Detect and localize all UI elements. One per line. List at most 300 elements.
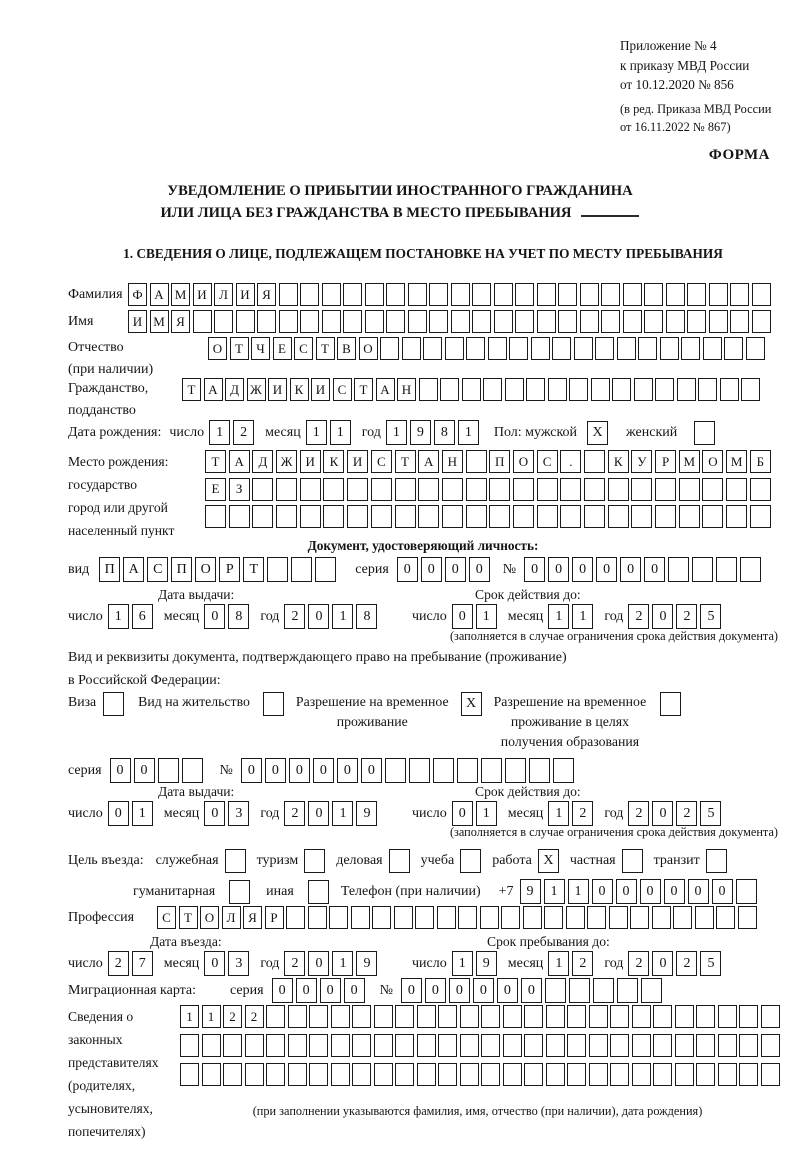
char-cell[interactable]: [595, 337, 614, 360]
char-cell[interactable]: С: [333, 378, 352, 401]
char-cell[interactable]: 0: [204, 604, 225, 629]
char-cell[interactable]: [429, 310, 448, 333]
char-cell[interactable]: 2: [628, 604, 649, 629]
char-cell[interactable]: [558, 310, 577, 333]
char-cell[interactable]: [481, 1005, 500, 1028]
char-cell[interactable]: [653, 1034, 672, 1057]
char-cell[interactable]: [440, 378, 459, 401]
char-cell[interactable]: 0: [337, 758, 358, 783]
char-cell[interactable]: [584, 450, 605, 473]
char-cell[interactable]: [675, 1063, 694, 1086]
char-cell[interactable]: [408, 283, 427, 306]
char-cell[interactable]: [589, 1063, 608, 1086]
char-cell[interactable]: [418, 478, 439, 501]
char-cell[interactable]: [593, 978, 614, 1003]
char-cell[interactable]: Т: [354, 378, 373, 401]
passport-issue-month-cells[interactable]: [204, 604, 252, 629]
char-cell[interactable]: О: [513, 450, 534, 473]
char-cell[interactable]: 0: [272, 978, 293, 1003]
char-cell[interactable]: 2: [233, 420, 254, 445]
char-cell[interactable]: И: [311, 378, 330, 401]
char-cell[interactable]: [660, 337, 679, 360]
char-cell[interactable]: 0: [397, 557, 418, 582]
char-cell[interactable]: [223, 1063, 242, 1086]
char-cell[interactable]: [631, 505, 652, 528]
char-cell[interactable]: 2: [628, 951, 649, 976]
char-cell[interactable]: 1: [332, 801, 353, 826]
char-cell[interactable]: [437, 906, 456, 929]
char-cell[interactable]: Ф: [128, 283, 147, 306]
char-cell[interactable]: [288, 1034, 307, 1057]
char-cell[interactable]: 0: [308, 604, 329, 629]
char-cell[interactable]: [623, 310, 642, 333]
char-cell[interactable]: [537, 310, 556, 333]
char-cell[interactable]: [481, 1063, 500, 1086]
char-cell[interactable]: [739, 1005, 758, 1028]
char-cell[interactable]: [329, 906, 348, 929]
char-cell[interactable]: И: [268, 378, 287, 401]
char-cell[interactable]: [466, 478, 487, 501]
char-cell[interactable]: [374, 1034, 393, 1057]
char-cell[interactable]: Т: [230, 337, 249, 360]
char-cell[interactable]: [257, 310, 276, 333]
entry-day-cells[interactable]: [108, 951, 156, 976]
char-cell[interactable]: [423, 337, 442, 360]
char-cell[interactable]: [580, 310, 599, 333]
char-cell[interactable]: [740, 557, 761, 582]
char-cell[interactable]: 1: [332, 951, 353, 976]
char-cell[interactable]: 0: [344, 978, 365, 1003]
char-cell[interactable]: [351, 906, 370, 929]
char-cell[interactable]: [567, 1005, 586, 1028]
char-cell[interactable]: 1: [548, 801, 569, 826]
char-cell[interactable]: [679, 478, 700, 501]
char-cell[interactable]: [653, 1063, 672, 1086]
char-cell[interactable]: [442, 478, 463, 501]
char-cell[interactable]: [608, 505, 629, 528]
char-cell[interactable]: [752, 283, 771, 306]
char-cell[interactable]: [472, 310, 491, 333]
purpose-other-checkbox[interactable]: [308, 880, 329, 904]
char-cell[interactable]: Ж: [247, 378, 266, 401]
char-cell[interactable]: [331, 1034, 350, 1057]
char-cell[interactable]: [503, 1034, 522, 1057]
patronymic-cells[interactable]: [208, 337, 767, 360]
char-cell[interactable]: [601, 310, 620, 333]
char-cell[interactable]: [524, 1034, 543, 1057]
char-cell[interactable]: [546, 1063, 565, 1086]
char-cell[interactable]: [489, 505, 510, 528]
char-cell[interactable]: [409, 758, 430, 783]
char-cell[interactable]: [417, 1034, 436, 1057]
char-cell[interactable]: [286, 906, 305, 929]
char-cell[interactable]: [276, 505, 297, 528]
char-cell[interactable]: Т: [205, 450, 226, 473]
char-cell[interactable]: 1: [306, 420, 327, 445]
char-cell[interactable]: [466, 337, 485, 360]
char-cell[interactable]: 0: [421, 557, 442, 582]
purpose-humanitarian-checkbox[interactable]: [229, 880, 250, 904]
birth-place-cells-row1[interactable]: [205, 450, 774, 473]
char-cell[interactable]: 0: [445, 557, 466, 582]
char-cell[interactable]: [503, 1063, 522, 1086]
char-cell[interactable]: З: [229, 478, 250, 501]
char-cell[interactable]: Я: [243, 906, 262, 929]
char-cell[interactable]: И: [300, 450, 321, 473]
char-cell[interactable]: [276, 478, 297, 501]
char-cell[interactable]: [695, 906, 714, 929]
char-cell[interactable]: [489, 478, 510, 501]
char-cell[interactable]: 0: [425, 978, 446, 1003]
char-cell[interactable]: [632, 1063, 651, 1086]
mc-series-cells[interactable]: [272, 978, 368, 1003]
char-cell[interactable]: 3: [228, 951, 249, 976]
char-cell[interactable]: [266, 1034, 285, 1057]
char-cell[interactable]: [288, 1005, 307, 1028]
char-cell[interactable]: [716, 557, 737, 582]
char-cell[interactable]: [632, 1005, 651, 1028]
char-cell[interactable]: 5: [700, 801, 721, 826]
char-cell[interactable]: [696, 1005, 715, 1028]
char-cell[interactable]: [738, 906, 757, 929]
char-cell[interactable]: 1: [386, 420, 407, 445]
char-cell[interactable]: 0: [524, 557, 545, 582]
char-cell[interactable]: [537, 283, 556, 306]
char-cell[interactable]: С: [537, 450, 558, 473]
char-cell[interactable]: [702, 505, 723, 528]
char-cell[interactable]: Р: [265, 906, 284, 929]
char-cell[interactable]: [537, 478, 558, 501]
char-cell[interactable]: [252, 478, 273, 501]
char-cell[interactable]: [632, 1034, 651, 1057]
char-cell[interactable]: [761, 1063, 780, 1086]
char-cell[interactable]: 0: [308, 951, 329, 976]
purpose-tourism-checkbox[interactable]: [304, 849, 325, 873]
char-cell[interactable]: Н: [397, 378, 416, 401]
char-cell[interactable]: И: [347, 450, 368, 473]
char-cell[interactable]: [631, 478, 652, 501]
char-cell[interactable]: [730, 310, 749, 333]
char-cell[interactable]: [322, 283, 341, 306]
char-cell[interactable]: [347, 478, 368, 501]
char-cell[interactable]: Р: [219, 557, 240, 582]
char-cell[interactable]: Е: [205, 478, 226, 501]
char-cell[interactable]: С: [371, 450, 392, 473]
char-cell[interactable]: [523, 906, 542, 929]
char-cell[interactable]: [761, 1034, 780, 1057]
char-cell[interactable]: И: [128, 310, 147, 333]
char-cell[interactable]: 0: [521, 978, 542, 1003]
char-cell[interactable]: [644, 283, 663, 306]
char-cell[interactable]: 0: [592, 879, 613, 904]
purpose-official-checkbox[interactable]: [225, 849, 246, 873]
char-cell[interactable]: [675, 1005, 694, 1028]
char-cell[interactable]: А: [229, 450, 250, 473]
char-cell[interactable]: Н: [442, 450, 463, 473]
char-cell[interactable]: [544, 906, 563, 929]
char-cell[interactable]: [442, 505, 463, 528]
char-cell[interactable]: Е: [273, 337, 292, 360]
char-cell[interactable]: 3: [228, 801, 249, 826]
stay-day-cells[interactable]: [452, 951, 500, 976]
char-cell[interactable]: [300, 478, 321, 501]
rvp-series-cells[interactable]: [110, 758, 206, 783]
char-cell[interactable]: 8: [434, 420, 455, 445]
sex-female-checkbox[interactable]: [694, 421, 715, 445]
rvp-valid-year-cells[interactable]: [628, 801, 724, 826]
char-cell[interactable]: [352, 1063, 371, 1086]
char-cell[interactable]: [266, 1063, 285, 1086]
char-cell[interactable]: [494, 283, 513, 306]
char-cell[interactable]: И: [236, 283, 255, 306]
char-cell[interactable]: [584, 505, 605, 528]
given-name-cells[interactable]: [128, 310, 773, 333]
char-cell[interactable]: [386, 310, 405, 333]
purpose-work-checkbox[interactable]: X: [538, 849, 559, 873]
char-cell[interactable]: С: [147, 557, 168, 582]
char-cell[interactable]: [569, 978, 590, 1003]
char-cell[interactable]: [726, 478, 747, 501]
char-cell[interactable]: 0: [664, 879, 685, 904]
char-cell[interactable]: [503, 1005, 522, 1028]
char-cell[interactable]: [580, 283, 599, 306]
char-cell[interactable]: М: [171, 283, 190, 306]
char-cell[interactable]: [739, 1034, 758, 1057]
char-cell[interactable]: [365, 283, 384, 306]
char-cell[interactable]: [371, 505, 392, 528]
char-cell[interactable]: 0: [289, 758, 310, 783]
char-cell[interactable]: Л: [222, 906, 241, 929]
char-cell[interactable]: [655, 478, 676, 501]
char-cell[interactable]: [451, 283, 470, 306]
char-cell[interactable]: К: [323, 450, 344, 473]
char-cell[interactable]: [505, 758, 526, 783]
char-cell[interactable]: [531, 337, 550, 360]
char-cell[interactable]: 0: [204, 801, 225, 826]
doc-number-cells[interactable]: [524, 557, 764, 582]
rvp-issue-day-cells[interactable]: [108, 801, 156, 826]
rvp-issue-year-cells[interactable]: [284, 801, 380, 826]
purpose-private-checkbox[interactable]: [622, 849, 643, 873]
char-cell[interactable]: [746, 337, 765, 360]
char-cell[interactable]: [677, 378, 696, 401]
char-cell[interactable]: 1: [548, 951, 569, 976]
char-cell[interactable]: 0: [644, 557, 665, 582]
study-permit-checkbox[interactable]: [660, 692, 681, 716]
char-cell[interactable]: [666, 310, 685, 333]
char-cell[interactable]: [761, 1005, 780, 1028]
char-cell[interactable]: [481, 758, 502, 783]
passport-valid-month-cells[interactable]: [548, 604, 596, 629]
char-cell[interactable]: [481, 1034, 500, 1057]
char-cell[interactable]: [331, 1005, 350, 1028]
char-cell[interactable]: [415, 906, 434, 929]
char-cell[interactable]: [623, 283, 642, 306]
char-cell[interactable]: [371, 478, 392, 501]
passport-issue-year-cells[interactable]: [284, 604, 380, 629]
rvp-issue-month-cells[interactable]: [204, 801, 252, 826]
char-cell[interactable]: [451, 310, 470, 333]
char-cell[interactable]: [718, 1034, 737, 1057]
rvp-valid-day-cells[interactable]: [452, 801, 500, 826]
char-cell[interactable]: А: [418, 450, 439, 473]
char-cell[interactable]: [180, 1063, 199, 1086]
char-cell[interactable]: 0: [616, 879, 637, 904]
char-cell[interactable]: [291, 557, 312, 582]
char-cell[interactable]: 1: [544, 879, 565, 904]
stay-year-cells[interactable]: [628, 951, 724, 976]
char-cell[interactable]: 1: [132, 801, 153, 826]
char-cell[interactable]: 1: [572, 604, 593, 629]
purpose-business-checkbox[interactable]: [389, 849, 410, 873]
purpose-study-checkbox[interactable]: [460, 849, 481, 873]
char-cell[interactable]: [709, 310, 728, 333]
char-cell[interactable]: 5: [700, 951, 721, 976]
char-cell[interactable]: [158, 758, 179, 783]
char-cell[interactable]: 2: [223, 1005, 242, 1028]
passport-valid-day-cells[interactable]: [452, 604, 500, 629]
char-cell[interactable]: [591, 378, 610, 401]
char-cell[interactable]: [720, 378, 739, 401]
char-cell[interactable]: Р: [655, 450, 676, 473]
char-cell[interactable]: [608, 478, 629, 501]
rvp-valid-month-cells[interactable]: [548, 801, 596, 826]
char-cell[interactable]: [372, 906, 391, 929]
char-cell[interactable]: 0: [548, 557, 569, 582]
char-cell[interactable]: [673, 906, 692, 929]
char-cell[interactable]: [505, 378, 524, 401]
char-cell[interactable]: 9: [520, 879, 541, 904]
char-cell[interactable]: [515, 310, 534, 333]
char-cell[interactable]: [480, 906, 499, 929]
char-cell[interactable]: [558, 283, 577, 306]
char-cell[interactable]: Т: [179, 906, 198, 929]
char-cell[interactable]: [566, 906, 585, 929]
char-cell[interactable]: 9: [476, 951, 497, 976]
char-cell[interactable]: [655, 505, 676, 528]
char-cell[interactable]: 0: [110, 758, 131, 783]
char-cell[interactable]: [419, 378, 438, 401]
char-cell[interactable]: [668, 557, 689, 582]
char-cell[interactable]: [460, 1034, 479, 1057]
char-cell[interactable]: [567, 1034, 586, 1057]
char-cell[interactable]: [315, 557, 336, 582]
char-cell[interactable]: 8: [228, 604, 249, 629]
representatives-cells-row3[interactable]: [180, 1063, 782, 1086]
char-cell[interactable]: 1: [476, 801, 497, 826]
char-cell[interactable]: [718, 1005, 737, 1028]
char-cell[interactable]: [736, 879, 757, 904]
char-cell[interactable]: П: [489, 450, 510, 473]
char-cell[interactable]: [634, 378, 653, 401]
char-cell[interactable]: 0: [640, 879, 661, 904]
char-cell[interactable]: [460, 1005, 479, 1028]
char-cell[interactable]: 2: [676, 951, 697, 976]
char-cell[interactable]: 0: [204, 951, 225, 976]
birth-place-cells-row3[interactable]: [205, 505, 774, 528]
char-cell[interactable]: 0: [652, 604, 673, 629]
char-cell[interactable]: 1: [548, 604, 569, 629]
char-cell[interactable]: 0: [265, 758, 286, 783]
representatives-cells-row2[interactable]: [180, 1034, 782, 1057]
char-cell[interactable]: [679, 505, 700, 528]
char-cell[interactable]: М: [726, 450, 747, 473]
birth-year-cells[interactable]: [386, 420, 482, 445]
char-cell[interactable]: [418, 505, 439, 528]
char-cell[interactable]: 0: [688, 879, 709, 904]
char-cell[interactable]: [395, 505, 416, 528]
char-cell[interactable]: [386, 283, 405, 306]
char-cell[interactable]: 0: [134, 758, 155, 783]
char-cell[interactable]: [687, 310, 706, 333]
char-cell[interactable]: А: [204, 378, 223, 401]
char-cell[interactable]: [687, 283, 706, 306]
char-cell[interactable]: [322, 310, 341, 333]
char-cell[interactable]: [309, 1063, 328, 1086]
char-cell[interactable]: [245, 1063, 264, 1086]
char-cell[interactable]: 1: [458, 420, 479, 445]
char-cell[interactable]: [638, 337, 657, 360]
char-cell[interactable]: [610, 1005, 629, 1028]
citizenship-cells[interactable]: [182, 378, 763, 401]
char-cell[interactable]: 0: [572, 557, 593, 582]
char-cell[interactable]: Б: [750, 450, 771, 473]
char-cell[interactable]: [252, 505, 273, 528]
char-cell[interactable]: [589, 1005, 608, 1028]
char-cell[interactable]: [488, 337, 507, 360]
char-cell[interactable]: В: [337, 337, 356, 360]
char-cell[interactable]: [214, 310, 233, 333]
char-cell[interactable]: С: [157, 906, 176, 929]
birth-month-cells[interactable]: [306, 420, 354, 445]
char-cell[interactable]: [548, 378, 567, 401]
char-cell[interactable]: [587, 906, 606, 929]
char-cell[interactable]: [681, 337, 700, 360]
char-cell[interactable]: 0: [712, 879, 733, 904]
char-cell[interactable]: [652, 906, 671, 929]
char-cell[interactable]: [552, 337, 571, 360]
char-cell[interactable]: [653, 1005, 672, 1028]
char-cell[interactable]: [429, 283, 448, 306]
char-cell[interactable]: [343, 283, 362, 306]
char-cell[interactable]: [308, 906, 327, 929]
char-cell[interactable]: [433, 758, 454, 783]
char-cell[interactable]: 0: [241, 758, 262, 783]
char-cell[interactable]: [309, 1005, 328, 1028]
char-cell[interactable]: [513, 478, 534, 501]
char-cell[interactable]: [718, 1063, 737, 1086]
char-cell[interactable]: 1: [209, 420, 230, 445]
char-cell[interactable]: [546, 1034, 565, 1057]
char-cell[interactable]: [513, 505, 534, 528]
char-cell[interactable]: [724, 337, 743, 360]
char-cell[interactable]: [546, 1005, 565, 1028]
char-cell[interactable]: Т: [243, 557, 264, 582]
char-cell[interactable]: [537, 505, 558, 528]
birth-place-cells-row2[interactable]: [205, 478, 774, 501]
char-cell[interactable]: [394, 906, 413, 929]
char-cell[interactable]: 1: [330, 420, 351, 445]
char-cell[interactable]: 0: [469, 557, 490, 582]
char-cell[interactable]: 1: [452, 951, 473, 976]
char-cell[interactable]: [560, 505, 581, 528]
char-cell[interactable]: [584, 478, 605, 501]
char-cell[interactable]: [509, 337, 528, 360]
char-cell[interactable]: [457, 758, 478, 783]
char-cell[interactable]: [494, 310, 513, 333]
char-cell[interactable]: [466, 450, 487, 473]
char-cell[interactable]: [675, 1034, 694, 1057]
